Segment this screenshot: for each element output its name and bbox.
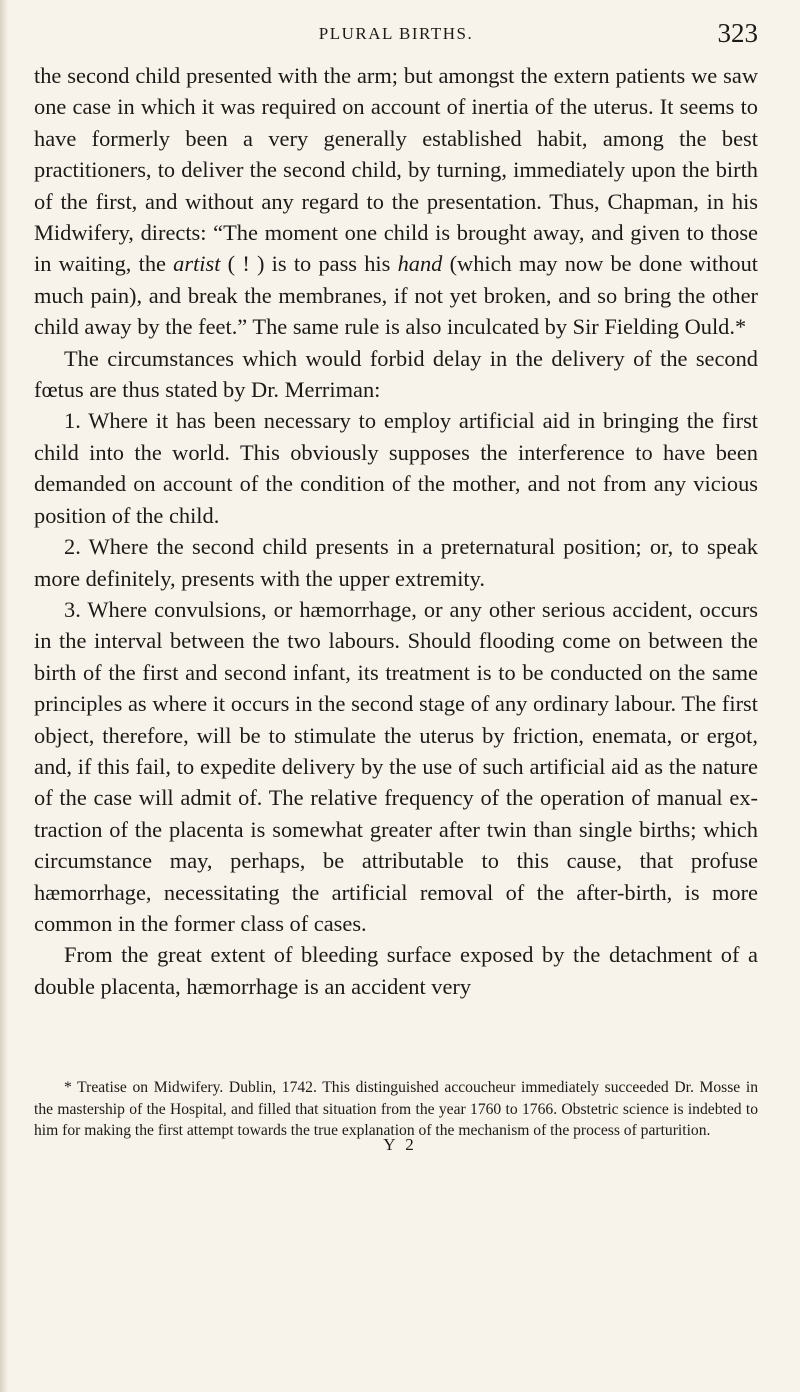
paragraph-1-part-c: (which may now be done without much pain), and break the membranes, if not yet broken, and so bring the other child away by the feet.” The same rule is also inculcated by Sir Fielding Ould.*: [34, 251, 758, 340]
emphasis-artist: artist: [173, 251, 221, 277]
paragraph-3: 1. Where it has been necessary to employ artificial aid in bringing the first child into the world. This obviously supposes the interference to have been demanded on account of the condition of the mother, and not from any vicious position of the child.: [34, 408, 758, 528]
paragraph-6: From the great extent of bleeding surface exposed by the detachment of a double placenta, hæmorrhage is an accident very: [34, 942, 758, 999]
paragraph-1: [34, 60, 758, 343]
paragraph-4: 2. Where the second child presents in a preternatural position; or, to speak more definitely, presents with the upper extremity.: [34, 534, 758, 591]
paragraph-1-part-a: the second child presented with the arm; but amongst the extern patients we saw one case in which it was required on account of inertia of the uterus. It seems to have formerly been a very generally established habit, among the best practitioners, to deliver the second child, by turning, immediately upon the birth of the first, and without any regard to the presentation. Thus, Chapman, in his Midwifery, directs: “The moment one child is brought away, and given to those in waiting, the: [34, 63, 758, 277]
page-edge-shadow: [0, 0, 8, 1392]
paragraph-5: 3. Where convulsions, or hæmorrhage, or any other serious accident, occurs in the interval between the two labours. Should flooding come on between the birth of the first and second infant, its treatment is to be conducted on the same principles as where it occurs in the second stage of any ordinary labour. The first object, therefore, will be to stimulate the uterus by friction, enemata, or ergot, and, if this fail, to expedite delivery by the use of such artificial aid as the nature of the case will admit of. The relative frequency of the operation of manual extraction of the placenta is somewhat greater after twin than single births; which circumstance may, perhaps, be attributable to this cause, that profuse hæmorrhage, necessitating the artificial removal of the after-birth, is more common in the former class of cases.: [34, 596, 758, 936]
body-text: [34, 60, 758, 1002]
footnote: * Treatise on Midwifery. Dublin, 1742. This distinguished accoucheur immediately succeeded Dr. Mosse in the mastership of the Hospital, and filled that situation from the year 1760 to 1766. Obstetric science is indebted to him for making the first attempt towards the true explanation of the mechanism of the process of parturition.: [34, 1079, 758, 1140]
paragraph-1-part-b: ( ! ) is to pass his: [220, 251, 398, 277]
emphasis-hand: hand: [397, 251, 443, 277]
page-header: [34, 12, 758, 52]
signature-mark: Y 2: [383, 1135, 417, 1154]
page-number: 323: [717, 18, 758, 48]
paragraph-2: The circumstances which would forbid delay in the delivery of the second fœtus are thus stated by Dr. Merriman:: [34, 345, 758, 403]
running-head: PLURAL BIRTHS.: [318, 24, 474, 43]
